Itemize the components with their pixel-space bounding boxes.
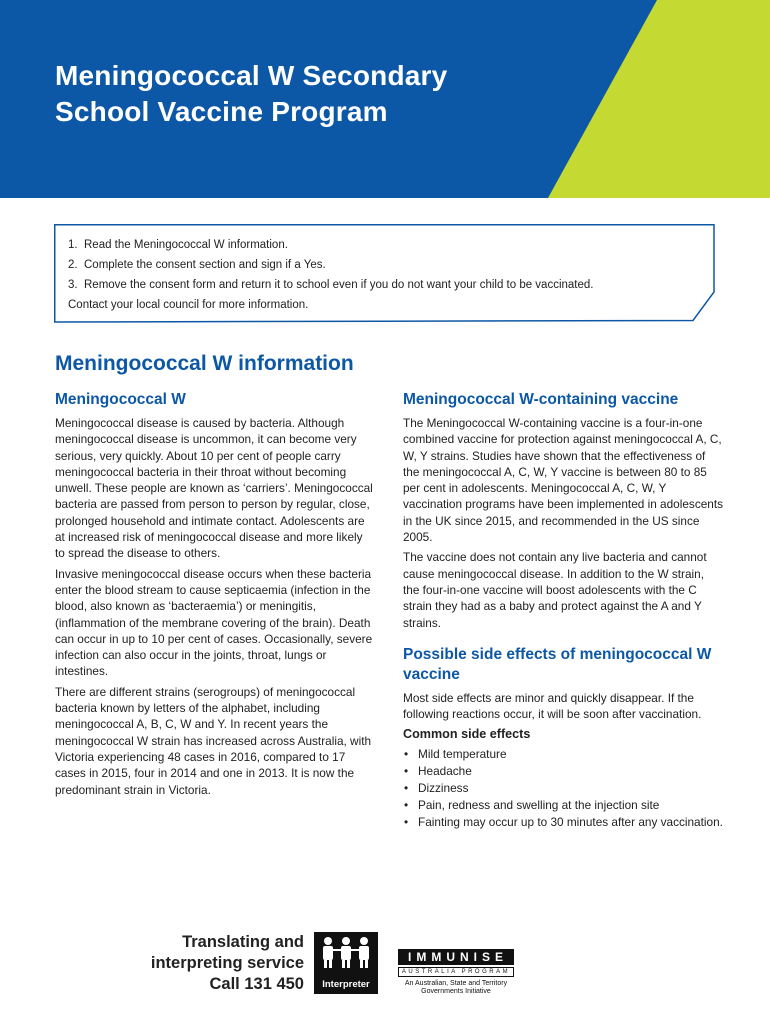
- paragraph: Meningococcal disease is caused by bacteria. Although meningococcal disease is uncommon, it can become very serious, very quickly. About 10 per cent of people carry meningococcal bacteria in their throat without becoming unwell. These people are known as ‘carriers’. Meningococcal bacteria are passed from person to person by regular, close, prolonged household and intimate contact. Adolescents are at increased risk of meningococcal disease and more likely to spread the disease to others.: [55, 416, 373, 561]
- page-title-line-1: Meningococcal W Secondary: [55, 60, 448, 91]
- side-effects-intro: Most side effects are minor and quickly disappear. If the following reactions occur, it will be soon after vaccination.: [403, 690, 702, 722]
- instruction-step: [68, 255, 593, 275]
- interpreter-people-icon: [314, 932, 378, 972]
- instruction-contact: Contact your local council for more information.: [68, 299, 309, 311]
- list-item: • Headache: [403, 763, 723, 779]
- instructions-box: [54, 224, 700, 311]
- list-item: • Dizziness: [403, 780, 723, 796]
- page-title-line-2: School Vaccine Program: [55, 96, 388, 127]
- instruction-step-text: Read the Meningococcal W information.: [84, 239, 288, 251]
- instruction-step: [68, 275, 593, 295]
- instruction-step-number: 3.: [68, 279, 78, 291]
- paragraph: The Meningococcal W-containing vaccine is a four-in-one combined vaccine for protection against meningococcal A, C, W, Y strains. Studies have shown that the effectiveness of the meningococcal A, C, W, Y vaccine is between 80 to 85 per cent in adolescents. Meningococcal A, C, W, Y vaccination programs have been implemented in adolescents in the UK since 2015, and recommended in the US since 2005.: [403, 416, 724, 545]
- immunise-program: AUSTRALIA PROGRAM: [398, 967, 514, 977]
- common-side-effects-heading: Common side effects: [403, 727, 531, 742]
- interpreter-logo: [314, 932, 378, 994]
- translating-phone: Call 131 450: [209, 975, 304, 993]
- translating-line: interpreting service: [150, 954, 304, 972]
- section-title: Meningococcal W information: [55, 352, 354, 375]
- interpreter-label: Interpreter: [322, 979, 370, 990]
- meningococcal-w-heading: Meningococcal W: [55, 391, 186, 408]
- immunise-gov-line: Governments Initiative: [421, 988, 491, 995]
- list-item: • Mild temperature: [403, 746, 723, 762]
- vaccine-heading: Meningococcal W-containing vaccine: [403, 391, 679, 408]
- side-effects-heading: Possible side effects of meningococcal W vaccine: [403, 645, 712, 683]
- list-item: • Fainting may occur up to 30 minutes after any vaccination.: [403, 814, 723, 830]
- translating-service: [151, 932, 304, 995]
- translating-line: Translating and: [182, 933, 304, 951]
- list-item: • Pain, redness and swelling at the injection site: [403, 797, 723, 813]
- paragraph: There are different strains (serogroups) of meningococcal bacteria known by letters of the alphabet, including meningococcal A, B, C, W and Y. In recent years the meningococcal W strain has increased across Australia, with Victoria experiencing 48 cases in 2016, compared to 17 cases in 2015, four in 2014 and one in 2013. It is now the predominant strain in Victoria.: [55, 684, 372, 797]
- immunise-logo: [398, 949, 514, 996]
- paragraph: The vaccine does not contain any live bacteria and cannot cause meningococcal disease. In addition to the W strain, the four-in-one vaccine will boost adolescents with the C strain they had as a baby and protect against the A and Y strains.: [403, 550, 707, 630]
- side-effects-list: [403, 746, 723, 829]
- left-column: [55, 390, 375, 802]
- instruction-step-number: 2.: [68, 259, 78, 271]
- instruction-step-text: Complete the consent section and sign if a Yes.: [84, 259, 326, 271]
- page-title: [55, 58, 447, 130]
- instruction-step: [68, 235, 593, 255]
- instruction-step-text: Remove the consent form and return it to school even if you do not want your child to be vaccinated.: [84, 279, 594, 291]
- instruction-step-number: 1.: [68, 239, 78, 251]
- immunise-word: IMMUNISE: [398, 949, 514, 965]
- immunise-gov-line: An Australian, State and Territory: [404, 980, 508, 987]
- paragraph: Invasive meningococcal disease occurs when these bacteria enter the blood stream to cause septicaemia (infection in the blood, also known as ‘bacteraemia’) or meningitis, (inflammation of the membrane covering of the brain). Death can occur in up to 10 per cent of cases. Occasionally, severe infection can also occur in the joints, throat, lungs or intestines.: [55, 566, 373, 679]
- right-column: [403, 390, 723, 830]
